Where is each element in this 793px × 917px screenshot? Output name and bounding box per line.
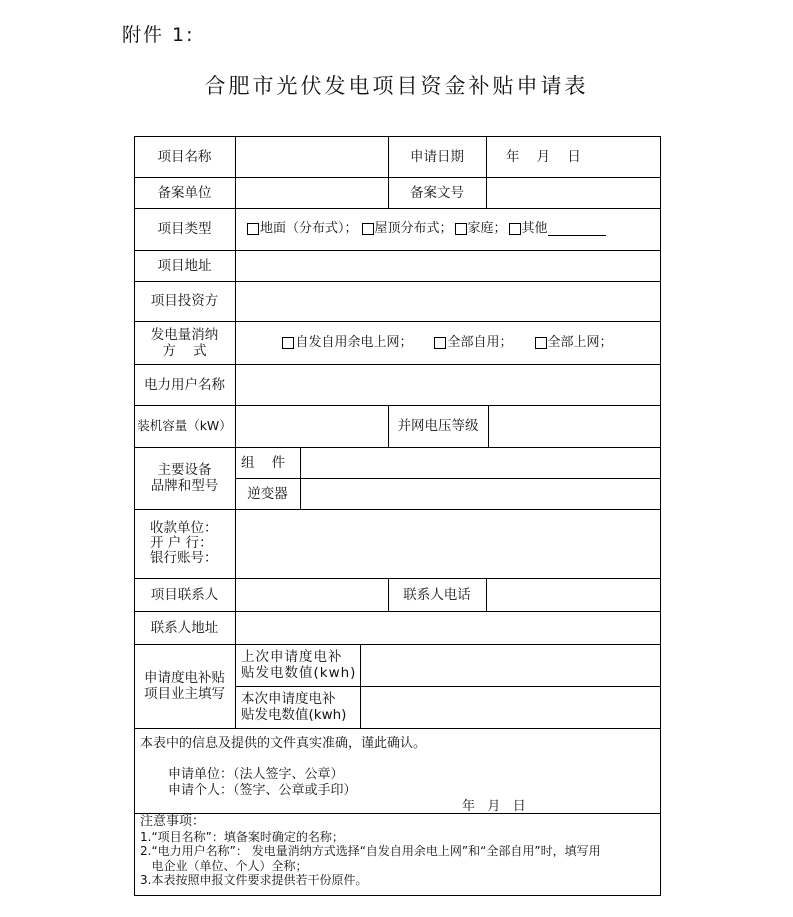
note-item: 电企业（单位、个人）全称；	[140, 858, 308, 873]
checkbox-icon[interactable]	[509, 223, 521, 235]
table-border-bottom	[134, 895, 661, 896]
label-line: 开 户 行：	[150, 535, 213, 551]
module-label: 组 件	[241, 454, 286, 471]
option-full-grid[interactable]	[535, 335, 613, 351]
declaration-text: 本表中的信息及提供的文件真实准确，谨此确认。	[140, 736, 427, 751]
label-line: 贴发电数值(kwh)	[241, 707, 347, 723]
module-field[interactable]	[301, 448, 660, 478]
checkbox-icon[interactable]	[282, 337, 294, 349]
label-line: 主要设备	[157, 462, 212, 478]
investor-label: 项目投资方	[150, 293, 219, 309]
option-label: 全部上网；	[547, 334, 613, 350]
grid-voltage-label: 并网电压等级	[397, 418, 479, 434]
label-line: 贴发电数值(kwh)	[241, 665, 357, 681]
row-divider	[134, 813, 661, 814]
grid-voltage-field[interactable]	[489, 406, 660, 447]
checkbox-icon[interactable]	[362, 223, 374, 235]
label-line: 申请度电补贴	[144, 670, 225, 686]
note-item: 2.“电力用户名称”： 发电量消纳方式选择“自发自用余电上网”和“全部自用”时，填写用	[140, 844, 601, 858]
project-name-label: 项目名称	[157, 148, 212, 165]
option-label: 家庭；	[467, 221, 507, 236]
label-line: 上次申请度电补	[241, 649, 343, 665]
label-line: 项目业主填写	[144, 686, 225, 702]
capacity-label: 装机容量（kW）	[137, 418, 232, 433]
option-label: 地面（分布式）；	[260, 221, 358, 236]
sign-unit-line: 申请单位：（法人签字、公章）	[168, 767, 344, 782]
contact-phone-field[interactable]	[487, 579, 660, 611]
other-blank-line[interactable]	[548, 223, 606, 236]
row-divider	[134, 728, 661, 729]
checkbox-icon[interactable]	[434, 337, 446, 349]
label-line: 品牌和型号	[150, 478, 219, 494]
label-line: 发电量消纳	[150, 326, 219, 343]
contact-field[interactable]	[236, 579, 388, 611]
capacity-field[interactable]	[236, 406, 388, 447]
this-generation-field[interactable]	[361, 687, 660, 728]
form-title: 合肥市光伏发电项目资金补贴申请表	[204, 74, 589, 98]
option-other[interactable]	[509, 221, 606, 237]
project-address-label: 项目地址	[157, 257, 212, 274]
contact-address-field[interactable]	[236, 612, 660, 644]
filing-number-label: 备案文号	[410, 184, 464, 201]
option-self-use-surplus-grid[interactable]	[282, 335, 412, 351]
label-line: 方 式	[162, 342, 207, 359]
last-generation-label	[235, 644, 360, 686]
notes-section	[140, 815, 658, 888]
owner-fill-label	[134, 644, 235, 728]
this-generation-label	[235, 686, 360, 728]
inverter-label: 逆变器	[247, 485, 288, 502]
project-name-field[interactable]	[236, 137, 388, 177]
note-item: 3.本表按照申报文件要求提供若干份原件。	[140, 873, 368, 887]
sign-person-line: 申请个人：（签字、公章或手印）	[168, 783, 357, 798]
label-line: 本次申请度电补	[241, 691, 336, 707]
bank-info-label	[134, 509, 235, 578]
option-ground-distributed[interactable]	[247, 221, 358, 237]
power-user-field[interactable]	[236, 365, 660, 405]
option-label: 屋顶分布式；	[374, 221, 453, 236]
inverter-field[interactable]	[301, 479, 660, 509]
option-rooftop-distributed[interactable]	[362, 221, 453, 237]
contact-address-label: 联系人地址	[150, 619, 219, 636]
contact-phone-label: 联系人电话	[403, 586, 471, 603]
apply-date-label: 申请日期	[410, 148, 464, 165]
last-generation-field[interactable]	[361, 645, 660, 686]
filing-unit-field[interactable]	[236, 178, 388, 208]
project-type-label: 项目类型	[157, 221, 212, 237]
option-household[interactable]	[455, 221, 507, 237]
option-label: 自发自用余电上网；	[295, 334, 413, 350]
power-user-label: 电力用户名称	[144, 376, 225, 393]
bank-info-field[interactable]	[236, 510, 660, 578]
contact-label: 项目联系人	[150, 586, 219, 603]
option-label: 全部自用；	[447, 334, 513, 350]
checkbox-icon[interactable]	[535, 337, 547, 349]
consumption-options	[235, 321, 660, 364]
note-item: 1.“项目名称”：填备案时确定的名称；	[140, 829, 344, 844]
label-line: 银行账号：	[150, 550, 218, 566]
attachment-label: 附件 1:	[122, 24, 195, 46]
consumption-mode-label	[134, 321, 235, 364]
investor-field[interactable]	[236, 282, 660, 321]
filing-number-field[interactable]	[487, 178, 660, 208]
filing-unit-label: 备案单位	[157, 184, 212, 201]
sign-date: 年 月 日	[462, 799, 526, 814]
option-full-self-use[interactable]	[434, 335, 512, 351]
checkbox-icon[interactable]	[455, 223, 467, 235]
equipment-label	[134, 447, 235, 509]
apply-date-field[interactable]: 年 月 日	[506, 148, 581, 165]
label-line: 收款单位：	[150, 520, 218, 536]
notes-heading: 注意事项：	[140, 814, 206, 829]
project-address-field[interactable]	[236, 251, 660, 281]
option-label: 其他	[521, 221, 548, 236]
table-border-right	[660, 136, 661, 896]
checkbox-icon[interactable]	[247, 223, 259, 235]
project-type-options	[235, 208, 660, 250]
